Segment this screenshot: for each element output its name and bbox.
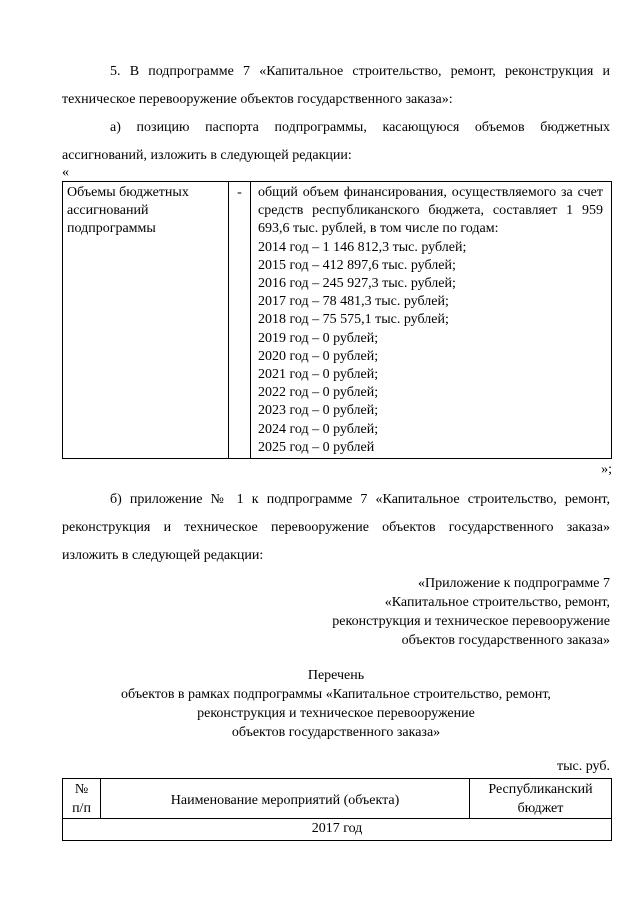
passport-year: 2021 год – 0 рублей; [258, 367, 379, 383]
item-b-line2: реконструкция и техническое перевооружение объектов государственного заказа» [62, 520, 610, 535]
appendix-line: «Приложение к подпрограмме 7 [417, 576, 610, 591]
objects-table [62, 778, 612, 841]
open-quote: « [62, 165, 69, 180]
header-number-cell [63, 779, 101, 818]
passport-table [62, 181, 612, 459]
table-row-year [63, 819, 611, 840]
header-budget-line: Республиканский [488, 782, 593, 797]
item-a-line2: ассигнований, изложить в следующей редакции: [62, 148, 352, 163]
list-title-line: реконструкция и техническое перевооружение [197, 706, 475, 721]
passport-label-cell [63, 182, 229, 458]
item5-line2: техническое перевооружение объектов государственного заказа»: [62, 92, 453, 107]
passport-year: 2019 год – 0 рублей; [258, 330, 379, 346]
header-number-line: п/п [72, 801, 91, 816]
passport-dash: - [237, 185, 242, 200]
appendix-line: «Капитальное строительство, ремонт, [384, 595, 610, 610]
header-name: Наименование мероприятий (объекта) [170, 792, 400, 808]
item5-line1: 5. В подпрограмме 7 «Капитальное строительство, ремонт, реконструкция и [110, 64, 610, 79]
objects-table-header [63, 779, 611, 819]
passport-year: 2014 год – 1 146 812,3 тыс. рублей; [258, 239, 467, 255]
passport-value-cell [251, 182, 611, 458]
passport-year: 2016 год – 245 927,3 тыс. рублей; [258, 276, 456, 292]
passport-year: 2022 год – 0 рублей; [258, 385, 379, 401]
passport-year: 2017 год – 78 481,3 тыс. рублей; [258, 294, 449, 310]
list-title-line: объектов в рамках подпрограммы «Капитальное строительство, ремонт, [121, 687, 551, 702]
passport-summary: общий объем финансирования, осуществляемого за счет средств республиканского бюджета, составляет 1 959 693,6 тыс. рублей, в том числе по годам: [258, 185, 603, 237]
header-name-cell [101, 779, 470, 818]
item-b-line1: б) приложение № 1 к подпрограмме 7 «Капитальное строительство, ремонт, [110, 492, 610, 507]
passport-year: 2018 год – 75 575,1 тыс. рублей; [258, 312, 449, 328]
passport-label-line: Объемы бюджетных [67, 185, 189, 200]
header-budget-cell [470, 779, 611, 818]
passport-dash-cell [229, 182, 251, 458]
passport-year: 2025 год – 0 рублей [258, 439, 375, 455]
units-label: тыс. руб. [557, 759, 610, 774]
list-title [62, 666, 610, 742]
passport-year: 2024 год – 0 рублей; [258, 421, 379, 437]
header-budget-line: бюджет [517, 801, 564, 816]
header-number-line: № [74, 782, 89, 797]
passport-year: 2015 год – 412 897,6 тыс. рублей; [258, 257, 456, 273]
item-a-line1: а) позицию паспорта подпрограммы, касающуюся объемов бюджетных [110, 120, 610, 135]
passport-year: 2023 год – 0 рублей; [258, 403, 379, 419]
close-quote: »; [601, 462, 612, 477]
passport-year: 2020 год – 0 рублей; [258, 348, 379, 364]
passport-label-line: ассигнований [67, 203, 149, 218]
passport-label-line: подпрограммы [67, 221, 156, 236]
appendix-line: объектов государственного заказа» [401, 633, 610, 648]
item-b-line3: изложить в следующей редакции: [62, 548, 264, 563]
list-title-line: объектов государственного заказа» [231, 725, 441, 740]
appendix-line: реконструкция и техническое перевооружение [332, 614, 610, 629]
row-year-label: 2017 год [311, 821, 363, 836]
list-title-line: Перечень [307, 668, 365, 683]
appendix-header [280, 574, 610, 650]
